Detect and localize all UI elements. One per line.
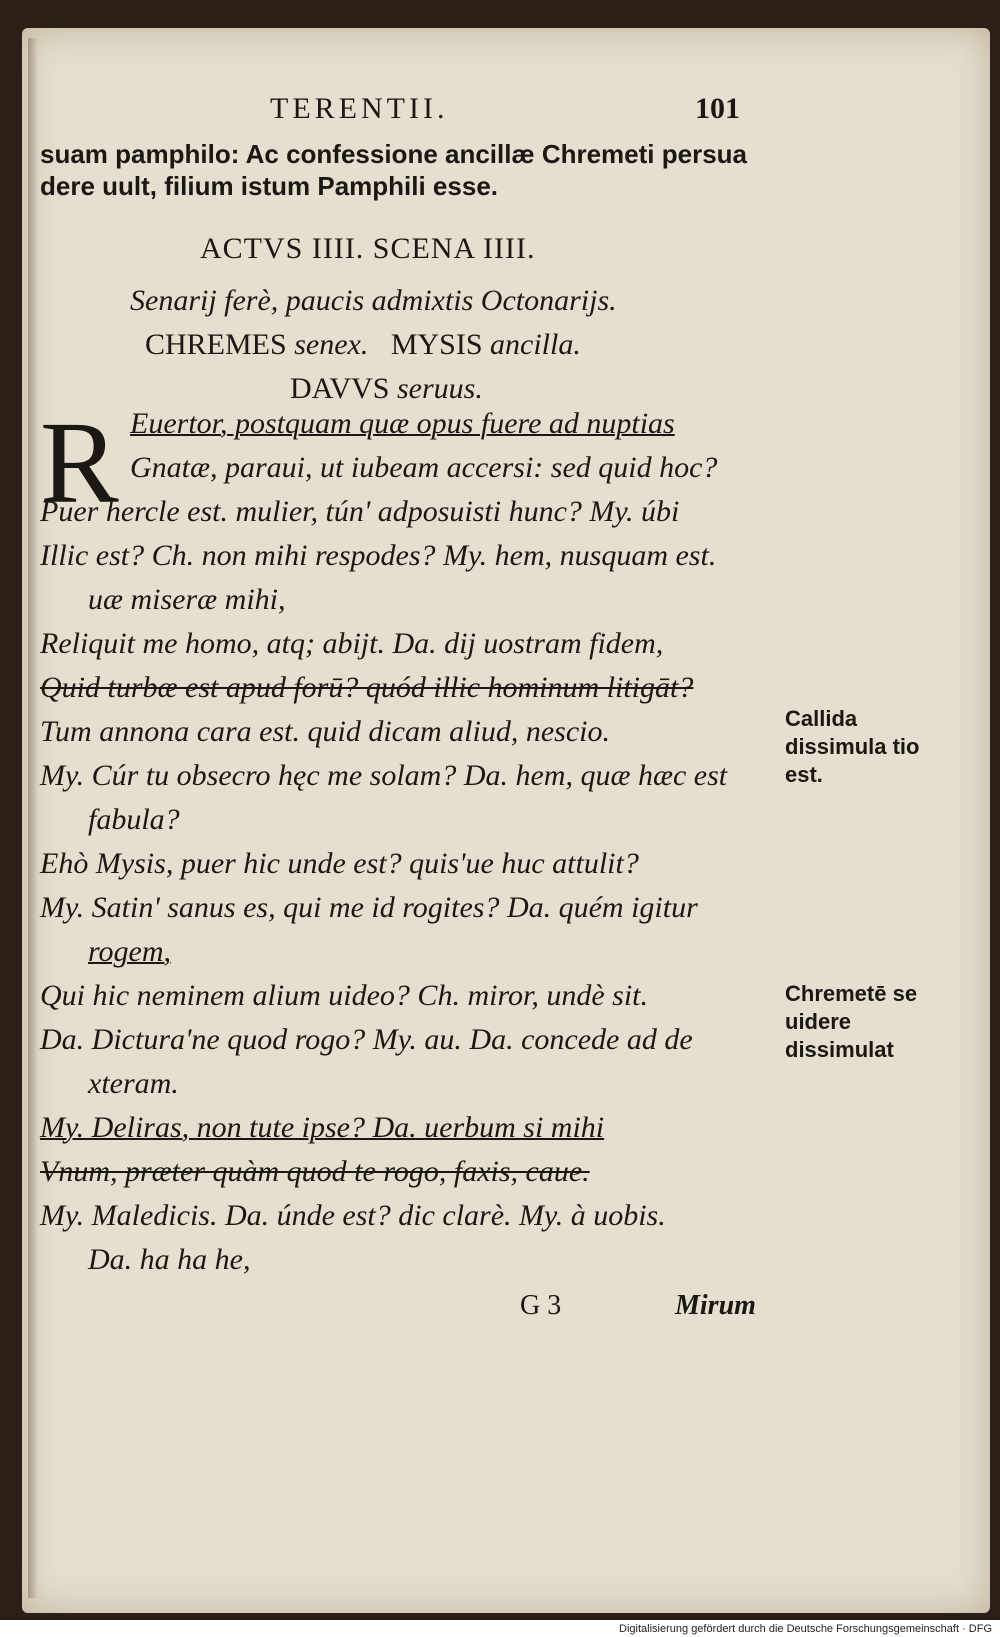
- verse-line: Reliquit me homo, atq; abijt. Da. dij uostram fidem,: [40, 627, 664, 660]
- role-desc: ancilla.: [490, 328, 581, 361]
- verse-line-text: My. Deliras, non tute ipse? Da. uerbum si mihi: [40, 1111, 605, 1144]
- verse-line-text: Euertor, postquam quæ opus fuere ad nuptias: [130, 407, 675, 440]
- argument-line: suam pamphilo: Ac confessione ancillæ Chremeti persua: [40, 139, 748, 169]
- verse-line: Da. Dictura'ne quod rogo? My. au. Da. concede ad de: [40, 1023, 693, 1056]
- verse-line: Da. ha ha he,: [88, 1243, 251, 1276]
- verse-line: rogem,: [88, 935, 172, 968]
- verse-line: fabula?: [88, 803, 180, 836]
- dramatis-personae-line-1: [145, 328, 581, 362]
- verse-line-struck: Quid turbæ est apud forū? quód illic hominum litigāt?: [40, 671, 694, 704]
- verse-line: xteram.: [88, 1067, 179, 1100]
- role-name: CHREMES: [145, 328, 287, 361]
- verse-line: [130, 406, 890, 442]
- role-name: DAVVS: [290, 372, 390, 405]
- verse-line: My. Satin' sanus es, qui me id rogites? Da. quém igitur: [40, 891, 698, 924]
- verse-line: [40, 1110, 800, 1146]
- dramatis-personae-line-2: [290, 372, 483, 406]
- verse-line: Tum annona cara est. quid dicam aliud, nescio.: [40, 715, 610, 748]
- verse-line: Qui hic neminem alium uideo? Ch. miror, undè sit.: [40, 979, 649, 1012]
- argument-text: [40, 138, 780, 202]
- argument-line: dere uult, filium istum Pamphili esse.: [40, 171, 498, 201]
- role-desc: senex.: [294, 328, 369, 361]
- running-head: TERENTII.: [270, 92, 449, 125]
- verse-line-struck: Vnum, præter quàm quod te rogo, faxis, caue.: [40, 1155, 590, 1188]
- page-number: 101: [695, 92, 740, 125]
- verse-line: Illic est? Ch. non mihi respodes? My. hem, nusquam est.: [40, 539, 717, 572]
- digitization-footer: Digitalisierung gefördert durch die Deutsche Forschungsgemeinschaft · DFG: [619, 1623, 992, 1635]
- marginal-note: Callida dissimula tio est.: [785, 706, 920, 787]
- catchword: Mirum: [675, 1290, 756, 1321]
- verse-line: Puer hercle est. mulier, tún' adposuisti hunc? My. úbi: [40, 495, 680, 528]
- role-desc: seruus.: [396, 372, 483, 405]
- verse-line: My. Maledicis. Da. únde est? dic clarè. My. à uobis.: [40, 1199, 666, 1232]
- role-name: MYSIS: [390, 328, 483, 361]
- meter-note: Senarij ferè, paucis admixtis Octonarijs.: [130, 284, 617, 317]
- page-gutter-shadow: [28, 38, 38, 1598]
- signature-mark: G 3: [520, 1290, 562, 1321]
- verse-line: My. Cúr tu obsecro hęc me solam? Da. hem, quæ hæc est: [40, 759, 728, 792]
- act-heading: ACTVS IIII. SCENA IIII.: [200, 232, 536, 265]
- marginal-note: Chremetē se uidere dissimulat: [785, 981, 918, 1062]
- verse-line: Gnatæ, paraui, ut iubeam accersi: sed quid hoc?: [130, 451, 718, 484]
- verse-line: Ehò Mysis, puer hic unde est? quis'ue huc attulit?: [40, 847, 639, 880]
- verse-line: uæ miseræ mihi,: [88, 583, 286, 616]
- drop-capital: R: [40, 397, 119, 528]
